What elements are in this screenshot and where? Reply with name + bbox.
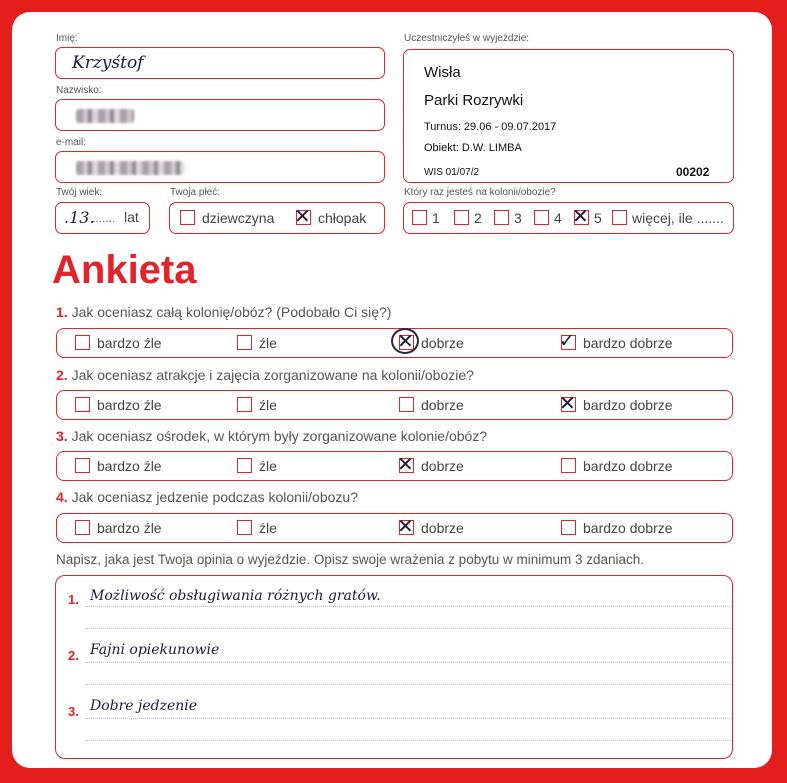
opinion-box[interactable] xyxy=(55,575,733,759)
q2-bardzo-dobrze-label: bardzo dobrze xyxy=(583,397,673,413)
question-4-text: Jak oceniasz jedzenie podczas kolonii/obozu? xyxy=(71,489,358,505)
name-label: Imię: xyxy=(56,33,78,44)
email-redacted xyxy=(76,161,184,175)
q4-bardzo-dobrze-label: bardzo dobrze xyxy=(583,520,673,536)
gender-girl-label: dziewczyna xyxy=(202,210,275,226)
times-1-checkbox[interactable] xyxy=(412,210,427,225)
times-more-checkbox[interactable] xyxy=(612,210,627,225)
q3-dobrze-checkbox[interactable] xyxy=(397,452,414,476)
question-3-text: Jak oceniasz ośrodek, w którym były zorganizowane kolonie/obóz? xyxy=(71,428,488,444)
trip-number: 00202 xyxy=(676,165,710,179)
opinion-line-1-number: 1. xyxy=(68,592,79,607)
opinion-line-2-number: 2. xyxy=(68,648,79,663)
dotted-line xyxy=(86,718,732,719)
check-x-icon: ✕ xyxy=(559,391,576,415)
check-x-icon: ✕ xyxy=(397,329,414,353)
trip-box xyxy=(403,49,734,183)
survey-title: Ankieta xyxy=(52,248,197,292)
dotted-line xyxy=(86,662,732,663)
q3-zle-label: źle xyxy=(259,458,277,474)
surname-redacted xyxy=(76,109,134,123)
check-x-icon: ✕ xyxy=(294,204,311,228)
q4-dobrze-checkbox[interactable] xyxy=(397,514,414,538)
q3-bardzo-zle-label: bardzo źle xyxy=(97,458,162,474)
q2-bardzo-dobrze-checkbox[interactable] xyxy=(559,391,576,415)
name-field[interactable] xyxy=(55,47,385,79)
trip-name: Wisła xyxy=(424,64,461,81)
question-2 xyxy=(56,367,474,383)
q2-bardzo-zle-checkbox[interactable] xyxy=(75,397,90,412)
age-unit: lat xyxy=(124,209,139,225)
gender-boy-label: chłopak xyxy=(318,210,367,226)
check-x-icon: ✕ xyxy=(572,204,589,228)
trip-turnus: Turnus: 29.06 - 09.07.2017 xyxy=(424,121,557,133)
dotted-line xyxy=(86,628,732,629)
check-x-icon: ✕ xyxy=(397,452,414,476)
dotted-line xyxy=(86,684,732,685)
q3-bardzo-dobrze-checkbox[interactable] xyxy=(561,458,576,473)
surname-field[interactable] xyxy=(55,99,385,131)
trip-object: Obiekt: D.W. LIMBA xyxy=(424,142,522,154)
gender-boy-checkbox[interactable] xyxy=(294,204,311,228)
q1-bardzo-dobrze-label: bardzo dobrze xyxy=(583,335,673,351)
q4-bardzo-dobrze-checkbox[interactable] xyxy=(561,520,576,535)
name-value: Krzyśtof xyxy=(72,53,144,73)
q1-bardzo-dobrze-checkbox[interactable] xyxy=(559,330,576,352)
question-3 xyxy=(56,428,487,444)
times-5-checkbox[interactable] xyxy=(572,204,589,228)
q1-bardzo-zle-label: bardzo źle xyxy=(97,335,162,351)
times-2-label: 2 xyxy=(474,210,482,226)
trip-label: Uczestniczyłeś w wyjeździe: xyxy=(404,33,530,44)
times-field xyxy=(403,202,734,234)
gender-label: Twoja płeć: xyxy=(170,187,221,198)
q4-zle-label: źle xyxy=(259,520,277,536)
question-4 xyxy=(56,489,358,505)
times-3-checkbox[interactable] xyxy=(494,210,509,225)
times-4-checkbox[interactable] xyxy=(534,210,549,225)
age-field[interactable] xyxy=(55,202,150,234)
surname-label: Nazwisko: xyxy=(56,85,102,96)
age-dots: ....... xyxy=(92,211,116,225)
q1-dobrze-label: dobrze xyxy=(421,335,464,351)
question-2-answers xyxy=(56,390,733,420)
email-field[interactable] xyxy=(55,151,385,183)
times-1-label: 1 xyxy=(432,210,440,226)
q1-bardzo-zle-checkbox[interactable] xyxy=(75,335,90,350)
q1-dobrze-checkbox[interactable] xyxy=(397,329,414,353)
times-3-label: 3 xyxy=(514,210,522,226)
trip-code: WIS 01/07/2 xyxy=(424,167,480,178)
age-label: Twój wiek: xyxy=(56,187,103,198)
q3-dobrze-label: dobrze xyxy=(421,458,464,474)
q3-zle-checkbox[interactable] xyxy=(237,458,252,473)
times-2-checkbox[interactable] xyxy=(454,210,469,225)
survey-sheet xyxy=(12,12,772,768)
q4-zle-checkbox[interactable] xyxy=(237,520,252,535)
check-mark-icon: ✓ xyxy=(559,330,575,352)
q2-zle-checkbox[interactable] xyxy=(237,397,252,412)
question-4-answers xyxy=(56,513,733,543)
times-more-label: więcej, ile ....... xyxy=(632,210,724,226)
question-1 xyxy=(56,304,391,320)
opinion-line-1-text: Możliwość obsługiwania różnych gratów. xyxy=(90,588,381,604)
question-1-number: 1. xyxy=(56,304,68,320)
times-label: Który raz jesteś na kolonii/obozie? xyxy=(404,187,556,198)
q2-bardzo-zle-label: bardzo źle xyxy=(97,397,162,413)
q4-bardzo-zle-checkbox[interactable] xyxy=(75,520,90,535)
dotted-line xyxy=(86,606,732,607)
question-2-number: 2. xyxy=(56,367,68,383)
q2-dobrze-label: dobrze xyxy=(421,397,464,413)
question-1-answers xyxy=(56,328,733,358)
email-label: e-mail: xyxy=(56,137,87,148)
check-x-icon: ✕ xyxy=(397,514,414,538)
opinion-line-3-number: 3. xyxy=(68,704,79,719)
trip-attraction: Parki Rozrywki xyxy=(424,92,524,109)
q1-zle-checkbox[interactable] xyxy=(237,335,252,350)
q3-bardzo-zle-checkbox[interactable] xyxy=(75,458,90,473)
opinion-line-3-text: Dobre jedzenie xyxy=(90,698,198,714)
q2-zle-label: źle xyxy=(259,397,277,413)
q1-zle-label: źle xyxy=(259,335,277,351)
question-4-number: 4. xyxy=(56,489,68,505)
gender-field xyxy=(169,202,385,234)
opinion-line-2-text: Fajni opiekunowie xyxy=(90,642,220,658)
q4-bardzo-zle-label: bardzo źle xyxy=(97,520,162,536)
question-1-text: Jak oceniasz całą kolonię/obóz? (Podobało Ci się?) xyxy=(71,304,392,320)
question-2-text: Jak oceniasz atrakcje i zajęcia zorganizowane na kolonii/obozie? xyxy=(71,367,474,383)
question-3-answers xyxy=(56,451,733,481)
q4-dobrze-label: dobrze xyxy=(421,520,464,536)
gender-girl-checkbox[interactable] xyxy=(180,210,195,225)
question-3-number: 3. xyxy=(56,428,68,444)
times-4-label: 4 xyxy=(554,210,562,226)
dotted-line xyxy=(86,740,732,741)
opinion-prompt: Napisz, jaka jest Twoja opinia o wyjeździe. Opisz swoje wrażenia z pobytu w minimum 3 zdaniach. xyxy=(56,552,645,567)
age-value: .13. xyxy=(64,208,95,227)
q3-bardzo-dobrze-label: bardzo dobrze xyxy=(583,458,673,474)
times-5-label: 5 xyxy=(594,210,602,226)
q2-dobrze-checkbox[interactable] xyxy=(399,397,414,412)
